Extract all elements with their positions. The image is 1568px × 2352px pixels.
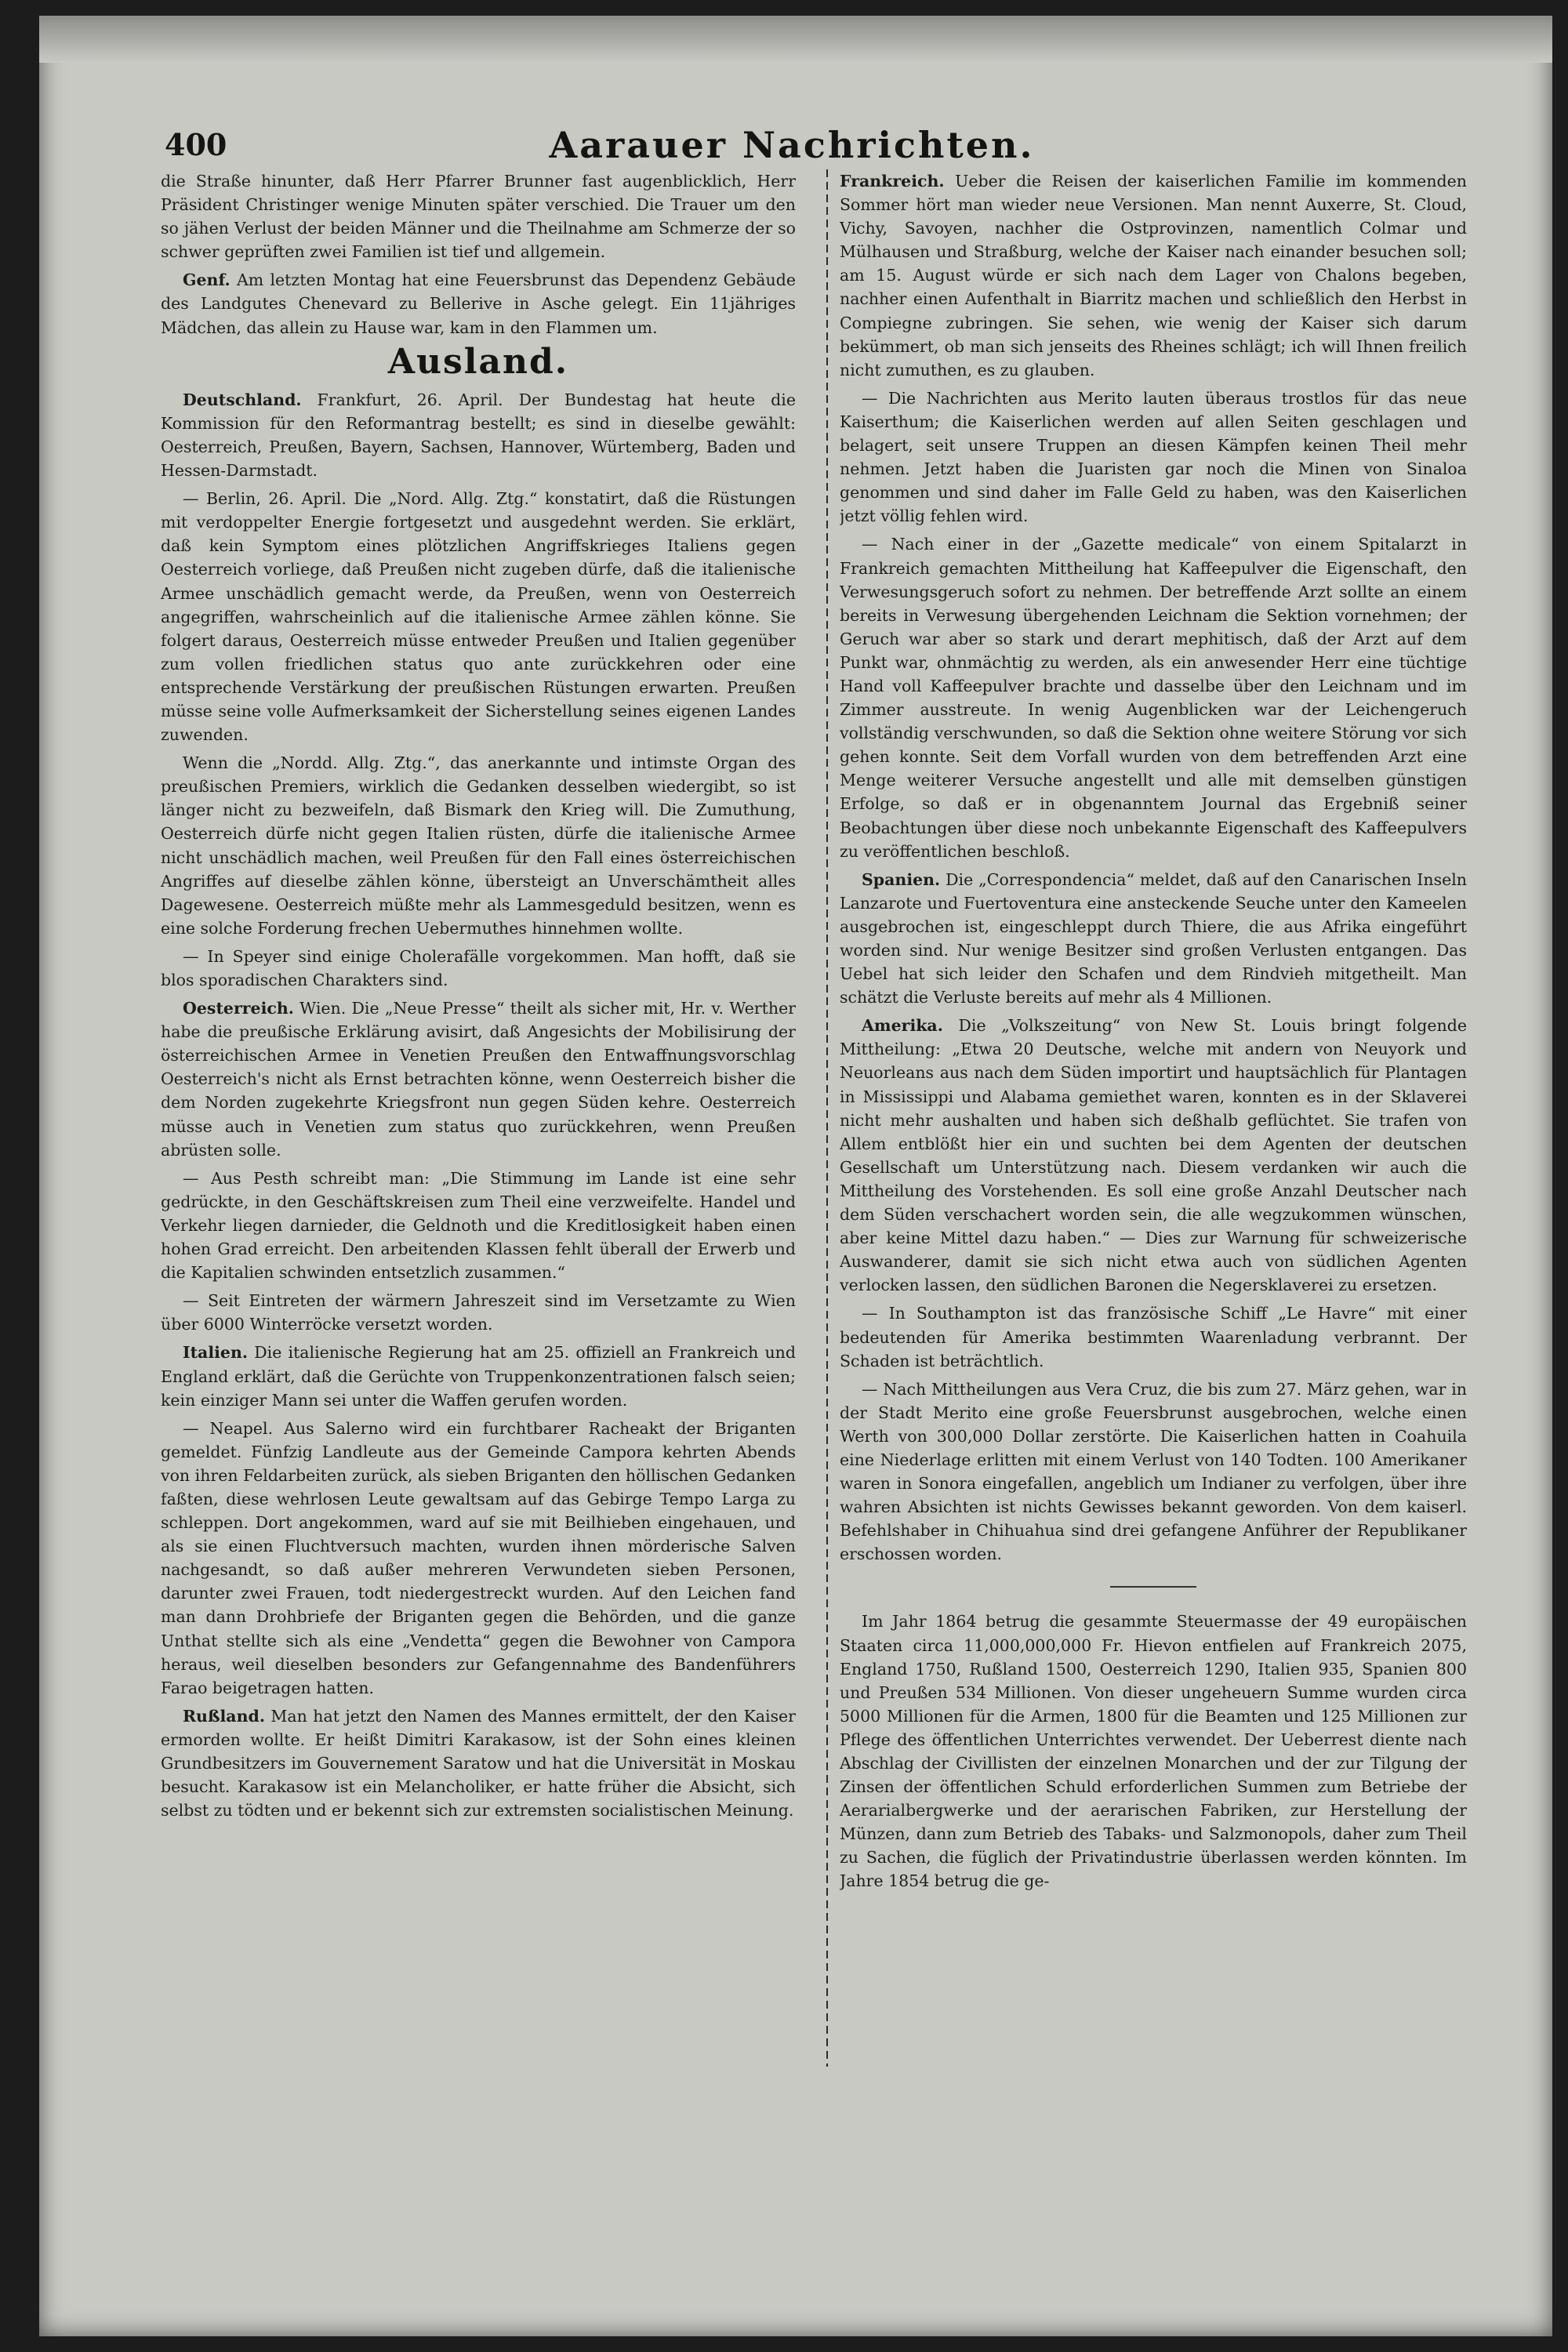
page-header [133, 124, 1450, 171]
article-paragraph: Wenn die „Nordd. Allg. Ztg.“, das anerkannte und intimste Organ des preußischen Premiers, wirklich die Gedanken desselben wiedergibt, so ist länger nicht zu bezweifeln, daß Bismark den Krieg will. Die Zumuthung, Oesterreich dürfe nicht gegen Italien rüsten, dürfe die italienische Armee nicht unschädlich machen, weil Preußen für den Fall eines österreichischen Angriffes auf dieselbe zählen könne, übersteigt an Unverschämtheit alles Dagewesene. Oesterreich müßte mehr als Lammesgeduld besitzen, wenn es eine solche Forderung frechen Uebermuthes hinnehmen wollte. [161, 753, 796, 938]
country-label: Oesterreich. [183, 999, 294, 1018]
article-paragraph: Amerika. Die „Volkszeitung“ von New St. Louis bringt folgende Mittheilung: „Etwa 20 Deutsche, welche mit andern von Neuyork und Neuorleans aus nach dem Süden importirt und hauptsächlich für Plantagen in Mississippi und Alabama gemiethet waren, konnten es in der Sklaverei nicht mehr aushalten und haben sich deßhalb geflüchtet. Sie trafen von Allem entblößt hier ein und suchten bei dem Agenten der deutschen Gesellschaft um Unterstützung nach. Diesem verdanken wir auch die Mittheilung des Vorstehenden. Es soll eine große Anzahl Deutscher nach dem Süden verschachert worden sein, die alle wegzukommen wünschen, aber keine Mittel dazu haben.“ — Dies zur Warnung für schweizerische Auswanderer, damit sie sich nicht etwa auch von südlichen Agenten verlocken lassen, den südlichen Baronen die Negersklaverei zu ersetzen. [840, 1016, 1467, 1295]
article-paragraph: Oesterreich. Wien. Die „Neue Presse“ theilt als sicher mit, Hr. v. Werther habe die preußische Erklärung avisirt, daß Angesichts der Mobilisirung der österreichischen Armee in Venetien Preußen den Entwaffnungsvorschlag Oesterreich's nicht als Ernst betrachten könne, wenn Oesterreich bisher die dem Norden zugekehrte Kriegsfront nun gegen Süden kehre. Oesterreich müsse auch in Venetien zum status quo zurückkehren, wenn Preußen abrüsten solle. [161, 999, 796, 1160]
page-edge-shadow [39, 16, 1552, 63]
article-paragraph: Deutschland. Frankfurt, 26. April. Der Bundestag hat heute die Kommission für den Reformantrag bestellt; es sind in dieselbe gewählt: Oesterreich, Preußen, Bayern, Sachsen, Hannover, Würtemberg, Baden und Hessen-Darmstadt. [161, 390, 796, 481]
article-paragraph: — Nach einer in der „Gazette medicale“ von einem Spitalarzt in Frankreich gemachten Mittheilung hat Kaffeepulver die Eigenschaft, den Verwesungsgeruch sofort zu nehmen. Der betreffende Arzt sollte an einem bereits in Verwesung übergehenden Leichnam die Sektion vornehmen; der Geruch war aber so stark und derart mephitisch, daß der Arzt auf dem Punkt war, ohnmächtig zu werden, als ein anwesender Herr eine tüchtige Hand voll Kaffeepulver brachte und dasselbe über den Leichnam und im Zimmer ausstreute. In wenig Augenblicken war der Leichengeruch vollständig verschwunden, so daß die Sektion ohne weitere Störung vor sich gehen konnte. Seit dem Vorfall wurden von dem betreffenden Arzt eine Menge weiterer Versuche angestellt und alle mit demselben günstigen Erfolge, so daß er in obgenanntem Journal das Ergebniß seiner Beobachtungen über diese noch unbekannte Eigenschaft des Kaffeepulvers zu veröffentlichen beschloß. [840, 535, 1467, 861]
article-paragraph: — Berlin, 26. April. Die „Nord. Allg. Ztg.“ konstatirt, daß die Rüstungen mit verdoppelter Energie fortgesetzt und ausgedehnt werden. Sie erklärt, daß kein Symptom eines plötzlichen Angriffskrieges Italiens gegen Oesterreich vorliege, daß Preußen nicht zugeben dürfe, daß die italienische Armee unschädlich gemacht werde, da Preußen, wenn von Oesterreich angegriffen, wahrscheinlich auf die italienische Armee zählen könne. Sie folgert daraus, Oesterreich müsse entweder Preußen und Italien gegenüber zum vollen friedlichen status quo ante zurückkehren oder eine entsprechende Verstärkung der preußischen Rüstungen erwarten. Preußen müsse seine volle Aufmerksamkeit der Sicherstellung seines eigenen Landes zuwenden. [161, 489, 796, 745]
section-rule [1110, 1586, 1196, 1588]
right-column [840, 169, 1467, 2278]
country-label: Rußland. [183, 1706, 265, 1726]
article-paragraph: Genf. Am letzten Montag hat eine Feuersbrunst das Dependenz Gebäude des Landgutes Chenevard zu Bellerive in Asche gelegt. Ein 11jähriges Mädchen, das allein zu Hause war, kam in den Flammen um. [161, 270, 796, 337]
newspaper-title: Aarauer Nachrichten. [549, 124, 1035, 166]
page-number: 400 [165, 127, 227, 162]
article-paragraph: — Seit Eintreten der wärmern Jahreszeit sind im Versetzamte zu Wien über 6000 Winterröcke versetzt worden. [161, 1291, 796, 1334]
article-paragraph: — In Speyer sind einige Cholerafälle vorgekommen. Man hofft, daß sie blos sporadischen Charakters sind. [161, 946, 796, 989]
article-paragraph: Frankreich. Ueber die Reisen der kaiserlichen Familie im kommenden Sommer hört man wieder neue Versionen. Man nennt Auxerre, St. Cloud, Vichy, Savoyen, nachher die Ostprovinzen, namentlich Colmar und Mülhausen und Straßburg, welche der Kaiser nach einander besuchen soll; am 15. August würde er sich nach dem Lager von Chalons begeben, nachher einen Aufenthalt in Biarritz machen und schließlich den Herbst in Compiegne zubringen. Sie sehen, wie wenig der Kaiser sich darum bekümmert, ob man sich jenseits des Rheines schlägt; ich will Ihnen freilich nicht zumuthen, es zu glauben. [840, 172, 1467, 379]
left-column [161, 169, 796, 2278]
article-paragraph: — Die Nachrichten aus Merito lauten überaus trostlos für das neue Kaiserthum; die Kaiserlichen werden auf allen Seiten geschlagen und belagert, seit unsere Truppen an diesen Kämpfen keinen Theil mehr nehmen. Jetzt haben die Juaristen gar noch die Minen von Sinaloa genommen und sind daher im Falle Geld zu haben, was den Kaiserlichen jetzt völlig fehlen wird. [840, 388, 1467, 526]
article-paragraph: — Neapel. Aus Salerno wird ein furchtbarer Racheakt der Briganten gemeldet. Fünfzig Landleute aus der Gemeinde Campora kehrten Abends von ihren Feldarbeiten zurück, als sieben Briganten den höllischen Gedanken faßten, diese wehrlosen Leute gewaltsam auf das Gebirge Tempo Larga zu schleppen. Dort angekommen, ward auf sie mit Beilhieben eingehauen, und als sie einen Fluchtversuch machten, wurden ihnen mörderische Salven nachgesandt, so daß außer mehreren Verwundeten sieben Personen, darunter zwei Frauen, todt niedergestreckt wurden. Auf den Leichen fand man dann Drohbriefe der Briganten gegen die Behörden, und die ganze Unthat stellte sich als eine „Vendetta“ gegen die Bewohner von Campora heraus, weil dieselben besonders zur Gefangennahme des Bandenführers Farao beigetragen hatten. [161, 1418, 796, 1697]
column-divider [826, 169, 828, 2067]
section-heading: Ausland. [387, 341, 569, 382]
article-paragraph: — Aus Pesth schreibt man: „Die Stimmung im Lande ist eine sehr gedrückte, in den Geschäftskreisen zum Theil eine verzweifelte. Handel und Verkehr liegen darnieder, die Geldnoth und die Kreditlosigkeit haben einen hohen Grad erreicht. Den arbeitenden Klassen fehlt überall der Erwerb und die Kapitalien schwinden entsetzlich zusammen.“ [161, 1168, 796, 1283]
country-label: Spanien. [862, 869, 941, 889]
article-paragraph: die Straße hinunter, daß Herr Pfarrer Brunner fast augenblicklich, Herr Präsident Christinger wenige Minuten später verschied. Die Trauer um den so jähen Verlust der beiden Männer und die Theilnahme am Schmerze der so schwer geprüften zwei Familien ist tief und allgemein. [161, 172, 796, 262]
article-paragraph: Rußland. Man hat jetzt den Namen des Mannes ermittelt, der den Kaiser ermorden wollte. Er heißt Dimitri Karakasow, ist der Sohn eines kleinen Grundbesitzers im Gouvernement Saratow und hat die Universität in Moskau besucht. Karakasow ist ein Melancholiker, er hatte früher die Absicht, sich selbst zu tödten und er bekennt sich zur extremsten socialistischen Meinung. [161, 1706, 796, 1820]
country-label: Deutschland. [183, 390, 302, 409]
article-paragraph: — In Southampton ist das französische Schiff „Le Havre“ mit einer bedeutenden für Amerika bestimmten Waarenladung verbrannt. Der Schaden ist beträchtlich. [840, 1304, 1467, 1370]
article-paragraph: Spanien. Die „Correspondencia“ meldet, daß auf den Canarischen Inseln Lanzarote und Fuertoventura eine ansteckende Seuche unter den Kameelen ausgebrochen ist, eingeschleppt durch Thiere, die aus Afrika eingeführt worden sind. Nur wenige Besitzer sind großen Verlusten entgangen. Das Uebel hat sich leider den Schafen und dem Rindvieh mitgetheilt. Man schätzt die Verluste bereits auf mehr als 4 Millionen. [840, 869, 1467, 1007]
country-label: Amerika. [862, 1016, 943, 1036]
article-paragraph: Im Jahr 1864 betrug die gesammte Steuermasse der 49 europäischen Staaten circa 11,000,000,000 Fr. Hievon entfielen auf Frankreich 2075, England 1750, Rußland 1500, Oesterreich 1290, Italien 935, Spanien 800 und Preußen 534 Millionen. Von dieser ungeheuern Summe wurden circa 5000 Millionen für die Armen, 1800 für die Beamten und 125 Millionen zur Pflege des öffentlichen Unterrichtes verwendet. Der Ueberrest diente nach Abschlag der Civillisten der einzelnen Monarchen und der zur Tilgung der Zinsen der öffentlichen Schuld erforderlichen Summen zum Betriebe der Aerarialbergwerke und der aerarischen Fabriken, zur Herstellung der Münzen, dann zum Betrieb des Tabaks- und Salzmonopols, daher zum Theil zu Sachen, die füglich der Privatindustrie überlassen werden könnten. Im Jahre 1854 betrug die ge- [840, 1612, 1467, 1891]
place-label: Genf. [183, 270, 230, 290]
country-label: Italien. [183, 1343, 249, 1363]
article-paragraph: — Nach Mittheilungen aus Vera Cruz, die bis zum 27. März gehen, war in der Stadt Merito eine große Feuersbrunst ausgebrochen, welche einen Werth von 300,000 Dollar zerstörte. Die Kaiserlichen hatten in Coahuila eine Niederlage erlitten mit einem Verlust von 140 Todten. 100 Amerikaner waren in Sonora eingefallen, angeblich um Indianer zu verfolgen, über ihre wahren Absichten ist nichts Gewisses bekannt geworden. Von dem kaiserl. Befehlshaber in Chihuahua sind drei gefangene Anführer der Republikaner erschossen worden. [840, 1379, 1467, 1564]
article-paragraph: Italien. Die italienische Regierung hat am 25. offiziell an Frankreich und England erklärt, daß die Gerüchte von Truppenkonzentrationen falsch seien; kein einziger Mann sei unter die Waffen gerufen worden. [161, 1343, 796, 1410]
country-label: Frankreich. [840, 172, 945, 191]
